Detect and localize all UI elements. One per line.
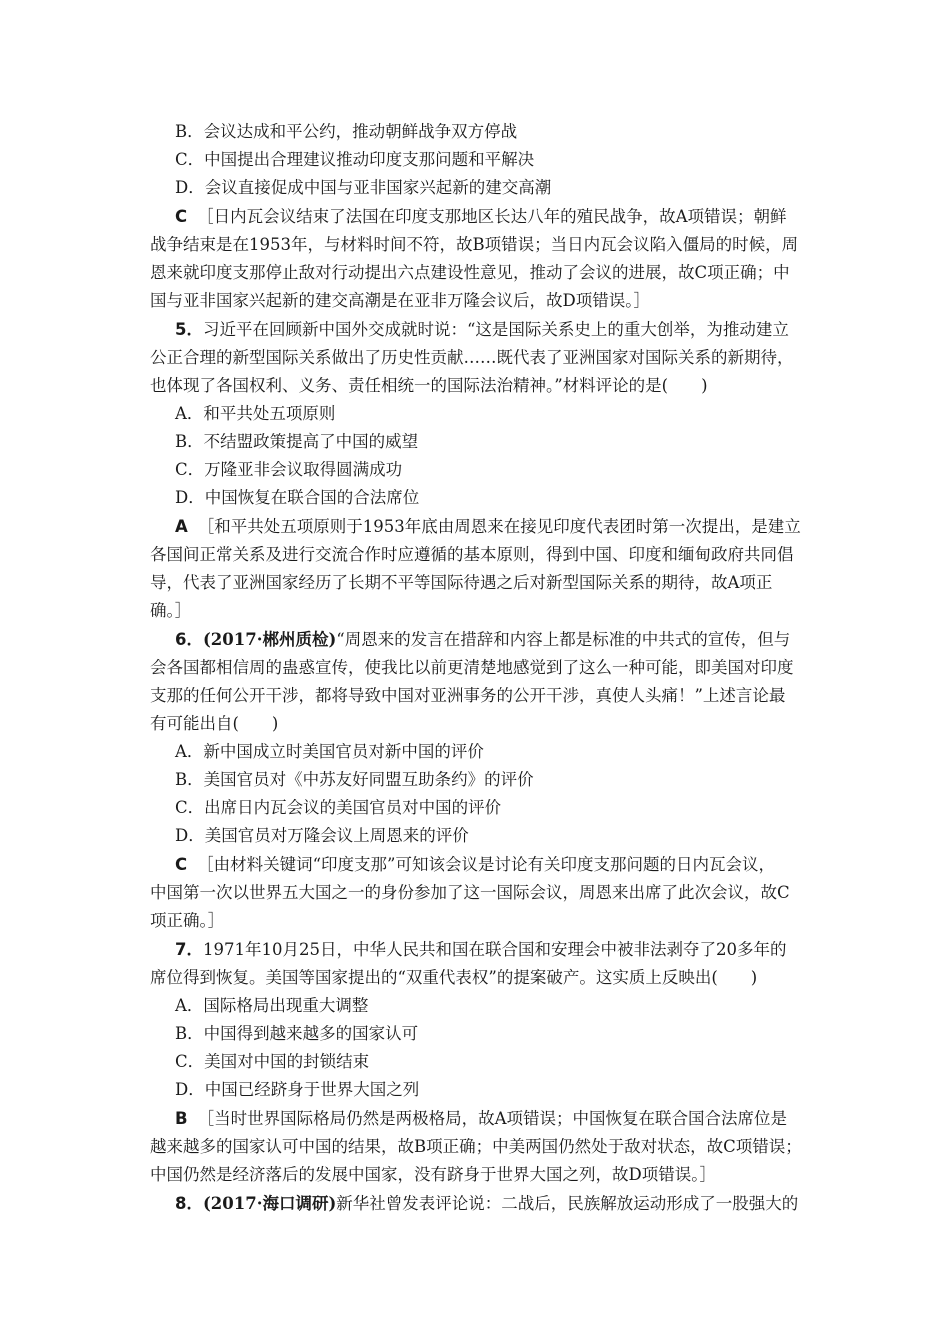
q5-number: 5．	[175, 320, 203, 339]
q5-option-b: B．不结盟政策提高了中国的威望	[175, 432, 419, 451]
q5-answer: A	[175, 517, 188, 536]
q5-stem-text: 习近平在回顾新中国外交成就时说：“这是国际关系史上的重大创举，为推动建立	[202, 320, 789, 339]
q6-stem-line: 有可能出自( )	[150, 714, 279, 733]
q5-option-c: C．万隆亚非会议取得圆满成功	[175, 460, 403, 479]
q7-stem-line: 席位得到恢复。美国等国家提出的“双重代表权”的提案破产。这实质上反映出( )	[150, 968, 758, 987]
q6-stem-text: “周恩来的发言在措辞和内容上都是标准的中共式的宣传，但与	[336, 630, 791, 649]
q4-option-b: B．会议达成和平公约，推动朝鲜战争双方停战	[175, 122, 518, 141]
q7-stem-text: 1971年10月25日，中华人民共和国在联合国和安理会中被非法剥夺了20多年的	[202, 940, 787, 959]
q7-option-d: D．中国已经跻身于世界大国之列	[175, 1080, 420, 1099]
q7-option-c: C．美国对中国的封锁结束	[175, 1052, 370, 1071]
q6-option-c: C．出席日内瓦会议的美国官员对中国的评价	[175, 798, 502, 817]
q6-number: 6．	[175, 630, 203, 649]
q6-option-a: A．新中国成立时美国官员对新中国的评价	[175, 742, 484, 761]
q4-explanation-line: 国与亚非国家兴起新的建交高潮是在亚非万隆会议后，故D项错误。］	[150, 291, 650, 310]
q8-stem-line	[175, 1190, 835, 1218]
q8-stem-text: 新华社曾发表评论说：二战后，民族解放运动形成了一股强大的	[336, 1194, 799, 1213]
q4-explanation-line: 恩来就印度支那停止敌对行动提出六点建设性意见，推动了会议的进展，故C项正确；中	[150, 263, 790, 282]
q7-stem-line	[175, 936, 835, 964]
q6-answer: C	[175, 855, 188, 874]
q6-stem-line	[175, 626, 835, 654]
q6-option-b: B．美国官员对《中苏友好同盟互助条约》的评价	[175, 770, 534, 789]
q6-explanation-line: 中国第一次以世界五大国之一的身份参加了这一国际会议，周恩来出席了此次会议，故C	[150, 883, 790, 902]
q4-explanation-line	[175, 203, 835, 231]
q6-explanation-line: 项正确。］	[150, 911, 225, 930]
q6-stem-line: 支那的任何公开干涉，都将导致中国对亚洲事务的公开干涉，真使人头痛！”上述言论最	[150, 686, 786, 705]
q6-explanation-line	[175, 851, 835, 879]
q5-stem-line: 也体现了各国权利、义务、责任相统一的国际法治精神。”材料评论的是( )	[150, 376, 708, 395]
q5-option-d: D．中国恢复在联合国的合法席位	[175, 488, 420, 507]
q7-explanation-line: 越来越多的国家认可中国的结果，故B项正确；中美两国仍然处于敌对状态，故C项错误；	[150, 1137, 802, 1156]
q5-stem-line: 公正合理的新型国际关系做出了历史性贡献……既代表了亚洲国家对国际关系的新期待，	[150, 348, 794, 367]
q4-option-c: C．中国提出合理建议推动印度支那问题和平解决	[175, 150, 535, 169]
q5-explanation-text: ［和平共处五项原则于1953年底由周恩来在接见印度代表团时第一次提出，是建立	[197, 517, 801, 536]
q5-stem-line	[175, 316, 835, 344]
q4-explanation-line: 战争结束是在1953年，与材料时间不符，故B项错误；当日内瓦会议陷入僵局的时候，周	[150, 235, 799, 254]
q7-explanation-text: ［当时世界国际格局仍然是两极格局，故A项错误；中国恢复在联合国合法席位是	[197, 1109, 787, 1128]
q7-option-a: A．国际格局出现重大调整	[175, 996, 369, 1015]
q5-explanation-line	[175, 513, 835, 541]
q5-option-a: A．和平共处五项原则	[175, 404, 336, 423]
q6-explanation-text: ［由材料关键词“印度支那”可知该会议是讨论有关印度支那问题的日内瓦会议，	[197, 855, 775, 874]
q7-answer: B	[175, 1109, 188, 1128]
q7-explanation-line: 中国仍然是经济落后的发展中国家，没有跻身于世界大国之列，故D项错误。］	[150, 1165, 716, 1184]
q6-stem-line: 会各国都相信周的蛊惑宣传，使我比以前更清楚地感觉到了这么一种可能，即美国对印度	[150, 658, 794, 677]
q4-explanation-text: ［日内瓦会议结束了法国在印度支那地区长达八年的殖民战争，故A项错误；朝鲜	[197, 207, 787, 226]
q5-explanation-line: 各国间正常关系及进行交流合作时应遵循的基本原则，得到中国、印度和缅甸政府共同倡	[150, 545, 794, 564]
q7-option-b: B．中国得到越来越多的国家认可	[175, 1024, 419, 1043]
q7-number: 7．	[175, 940, 203, 959]
q5-explanation-line: 确。］	[150, 601, 192, 620]
q8-source: (2017·海口调研)	[202, 1194, 337, 1213]
q8-number: 8．	[175, 1194, 203, 1213]
q6-option-d: D．美国官员对万隆会议上周恩来的评价	[175, 826, 469, 845]
q6-source: (2017·郴州质检)	[202, 630, 337, 649]
q5-explanation-line: 导，代表了亚洲国家经历了长期不平等国际待遇之后对新型国际关系的期待，故A项正	[150, 573, 773, 592]
q4-answer: C	[175, 207, 188, 226]
q7-explanation-line	[175, 1105, 835, 1133]
q4-option-d: D．会议直接促成中国与亚非国家兴起新的建交高潮	[175, 178, 552, 197]
